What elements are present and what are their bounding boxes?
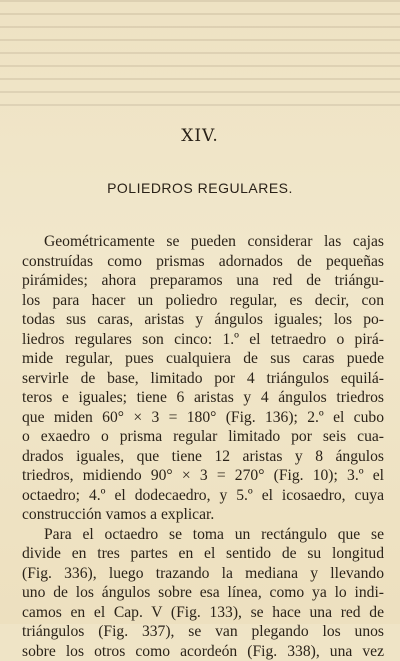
text-line: octaedro; 4.º el dodecaedro, y 5.º el icosaedro, cuya	[22, 486, 384, 506]
text-line: camos en el Cap. V (Fig. 133), se hace una red de	[22, 603, 384, 623]
text-line: construídas como prismas adornados de pequeñas	[22, 252, 384, 272]
text-line: sobre los otros como acordeón (Fig. 338), una vez	[22, 642, 384, 661]
text-line: triedros, midiendo 90° × 3 = 270° (Fig. 10); 3.º el	[22, 466, 384, 486]
show-through-text	[0, 0, 400, 110]
text-line: todas sus caras, aristas y ángulos iguales; los po-	[22, 310, 384, 330]
text-line: o exaedro o prisma regular limitado por seis cua-	[22, 427, 384, 447]
body-text	[22, 232, 384, 661]
text-line: construcción vamos a explicar.	[22, 505, 384, 525]
text-line: mide regular, pues cualquiera de sus caras puede	[22, 349, 384, 369]
text-line: Para el octaedro se toma un rectángulo que se	[22, 525, 384, 545]
paragraph-1	[22, 232, 384, 525]
text-line: teros e iguales; tiene 6 aristas y 4 ángulos triedros	[22, 388, 384, 408]
text-line: los para hacer un poliedro regular, es decir, con	[22, 291, 384, 311]
chapter-number: XIV.	[0, 126, 400, 146]
text-line: divide en tres partes en el sentido de su longitud	[22, 544, 384, 564]
text-line: liedros regulares son cinco: 1.º el tetraedro o pirá-	[22, 330, 384, 350]
text-line: drados iguales, que tiene 12 aristas y 8 ángulos	[22, 447, 384, 467]
text-line: uno de los ángulos sobre esa línea, como ya lo indi-	[22, 583, 384, 603]
text-line: Geométricamente se pueden considerar las cajas	[22, 232, 384, 252]
text-line: que miden 60° × 3 = 180° (Fig. 136); 2.º el cubo	[22, 408, 384, 428]
text-line: (Fig. 336), luego trazando la mediana y llevando	[22, 564, 384, 584]
text-line: servirle de base, limitado por 4 triángulos equilá-	[22, 369, 384, 389]
text-line: triángulos (Fig. 337), se van plegando los unos	[22, 622, 384, 642]
text-line: pirámides; ahora preparamos una red de triángu-	[22, 271, 384, 291]
chapter-title: POLIEDROS REGULARES.	[0, 180, 400, 196]
paragraph-2	[22, 525, 384, 661]
